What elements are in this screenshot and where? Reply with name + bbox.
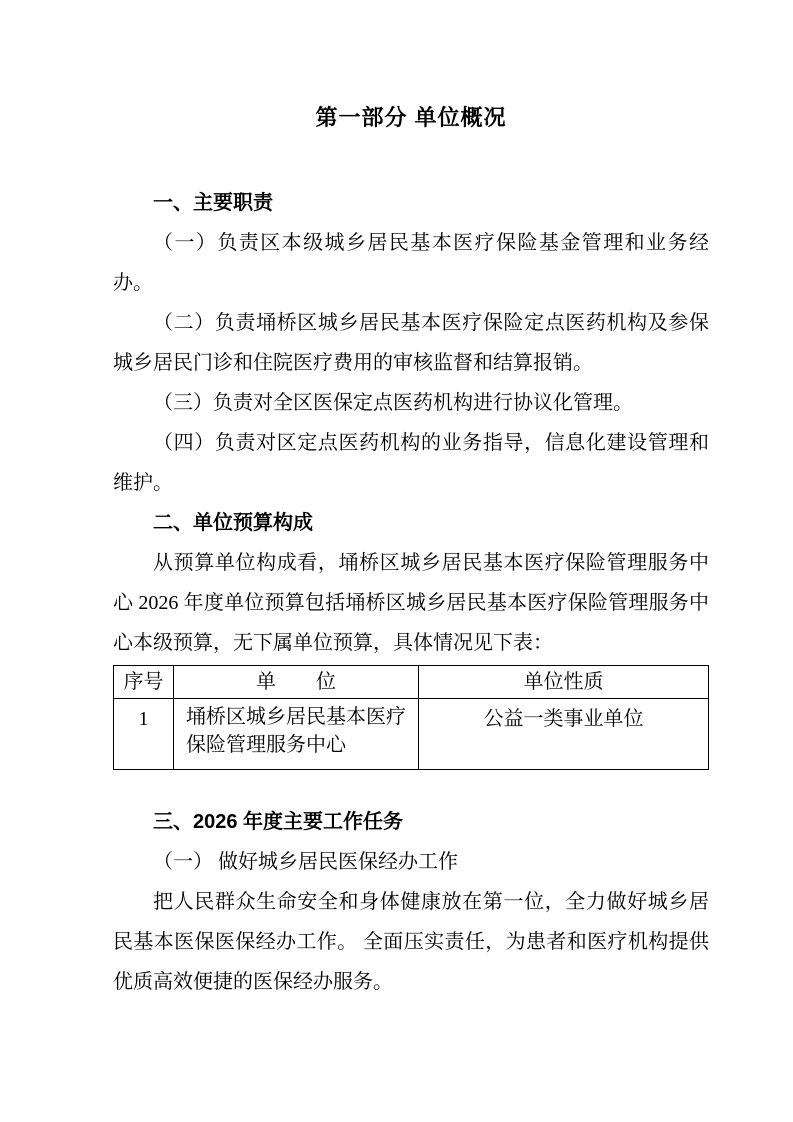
section-1-paragraph-3: （三）负责对全区医保定点医药机构进行协议化管理。 xyxy=(153,392,633,414)
section-1-paragraph-4: （四）负责对区定点医药机构的业务指导，信息化建设管理和维护。 xyxy=(113,432,709,494)
section-3-subheading: （一） 做好城乡居民医保经办工作 xyxy=(153,851,458,873)
unit-table-cell-unit: 埇桥区城乡居民基本医疗保险管理服务中心 xyxy=(174,699,419,770)
section-1-paragraph-1: （一）负责区本级城乡居民基本医疗保险基金管理和业务经办。 xyxy=(113,232,709,294)
unit-table-cell-nature: 公益一类事业单位 xyxy=(419,699,709,770)
section-1-paragraph-2: （二）负责埇桥区城乡居民基本医疗保险定点医药机构及参保城乡居民门诊和住院医疗费用的审核监督和结算报销。 xyxy=(113,312,709,374)
section-2-paragraph: 从预算单位构成看，埇桥区城乡居民基本医疗保险管理服务中心 2026 年度单位预算包括埇桥区城乡居民基本医疗保险管理服务中心本级预算，无下属单位预算，具体情况见下表： xyxy=(113,552,709,654)
unit-table-body xyxy=(114,699,709,770)
section-3-heading: 三、2026 年度主要工作任务 xyxy=(153,811,404,833)
unit-table-header-nature: 单位性质 xyxy=(419,666,709,699)
unit-table-header-unit: 单 位 xyxy=(174,666,419,699)
document-title: 第一部分 单位概况 xyxy=(315,105,507,130)
unit-table-cell-no: 1 xyxy=(114,699,174,770)
unit-table xyxy=(113,665,709,770)
section-3-paragraph: 把人民群众生命安全和身体健康放在第一位，全力做好城乡居民基本医保医保经办工作。 全面压实责任，为患者和医疗机构提供优质高效便捷的医保经办服务。 xyxy=(113,891,709,993)
unit-table-header xyxy=(114,666,709,699)
unit-table-header-row xyxy=(114,666,709,699)
unit-table-container xyxy=(113,665,709,770)
unit-table-header-no: 序号 xyxy=(114,666,174,699)
section-2-heading: 二、单位预算构成 xyxy=(153,512,313,534)
table-row xyxy=(114,699,709,770)
section-1-heading: 一、主要职责 xyxy=(153,192,273,214)
